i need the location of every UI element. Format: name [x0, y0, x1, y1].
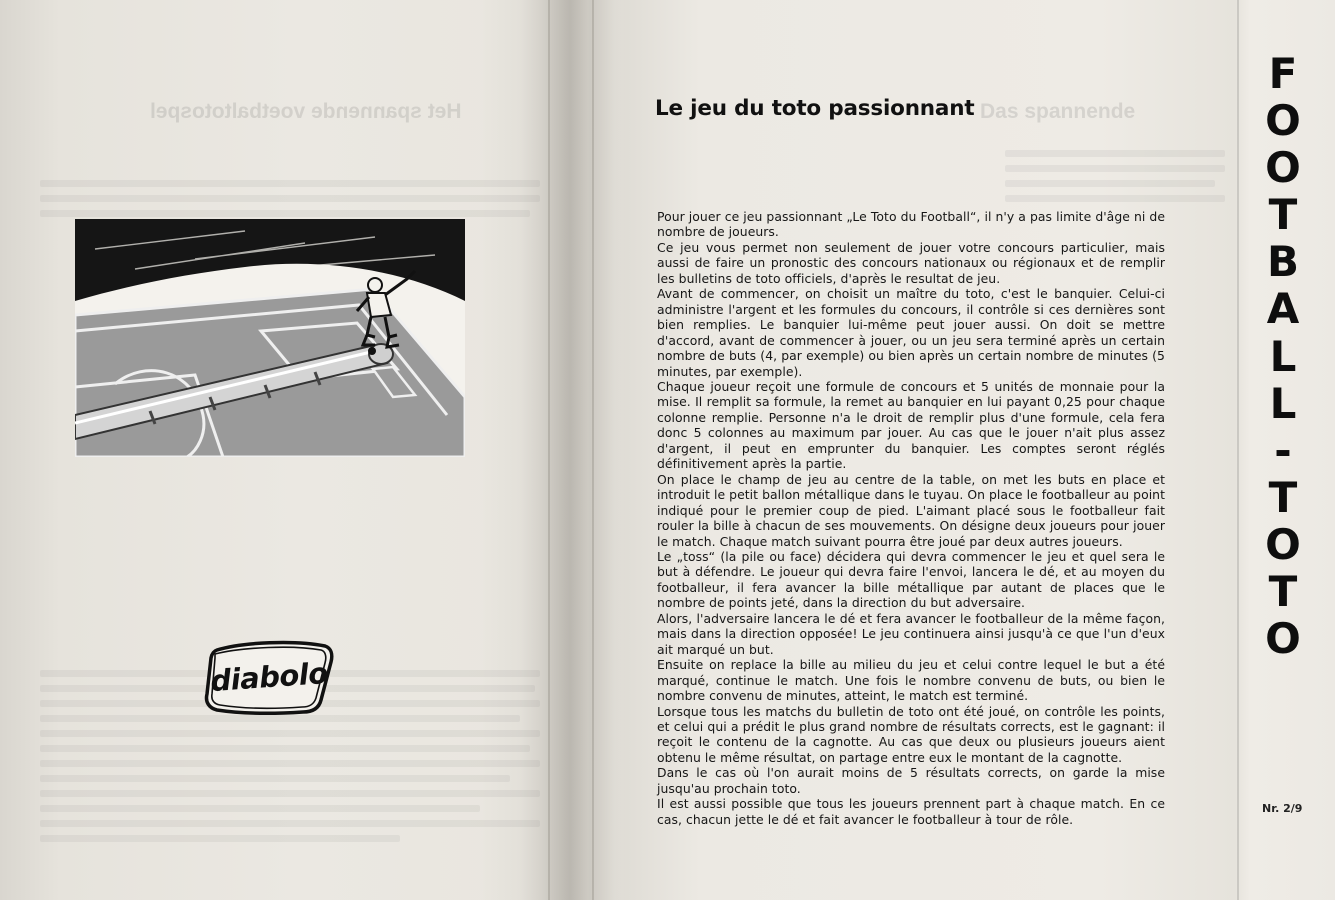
diabolo-logo	[203, 638, 335, 716]
bleed-through-title-left: Het spannende voetbaltotospel	[150, 100, 462, 123]
rules-paragraph: Il est aussi possible que tous les joueurs prennent part à chaque match. En ce cas, chacun jette le dé et fait avancer le footballeur à tour de rôle.	[657, 796, 1165, 827]
rules-paragraph: Avant de commencer, on choisit un maître du toto, c'est le banquier. Celui-ci administre l'argent et les formules du concours, il contrôle si ces dernières sont bien remplies. Le banquier lui-même peut jouer aussi. On doit se mettre d'accord, avant de commencer à jouer, ou un jeu sera terminé après un certain nombre de buts (4, par exemple) ou bien après un certain nombre de minutes (5 minutes, par exemple).	[657, 286, 1165, 379]
title-letter: L	[1269, 331, 1297, 381]
title-letter: T	[1268, 567, 1298, 617]
strip-edge	[1237, 0, 1239, 900]
rules-paragraph: Chaque joueur reçoit une formule de concours et 5 unités de monnaie pour la mise. Il remplit sa formule, la remet au banquier en lui payant 0,25 pour chaque colonne remplie. Personne n'a le droit de remplir plus d'une formule, cela fera donc 5 colonnes au maximum par jouer. Au cas que le jouer n'ait plus assez d'argent, il peut en emprunter du banquier. Les comptes seront réglés définitivement après la partie.	[657, 378, 1165, 472]
rules-paragraph: On place le champ de jeu au centre de la table, on met les buts en place et introduit le petit ballon métallique dans le tuyau. On place le footballeur au point indiqué pour le premier coup de pied. L'aimant placé sous le footballeur fait rouler la bille à chacun de ses mouvements. On désigne deux joueurs pour jouer le match. Chaque match suivant pourra être joué par deux autres joueurs.	[657, 471, 1165, 549]
title-letter: O	[1265, 614, 1301, 664]
fold-crease	[548, 0, 550, 900]
center-fold-shadow	[480, 0, 630, 900]
rules-paragraph: Alors, l'adversaire lancera le dé et fera avancer le footballeur de la même façon, mais dans la direction opposée! Le jeu continuera ainsi jusqu'à ce que l'un d'eux ait marqué un but.	[657, 610, 1165, 657]
catalog-number: Nr. 2/9	[1262, 802, 1303, 815]
logo-wordmark: diabolo	[209, 655, 329, 699]
page-title: Le jeu du toto passionnant	[655, 96, 975, 121]
rules-paragraph: Dans le cas où l'on aurait moins de 5 résultats corrects, on garde la mise jusqu'au prochain toto.	[657, 765, 1165, 796]
title-letter: T	[1268, 472, 1298, 522]
rules-paragraph: Ensuite on replace la bille au milieu du jeu et celui contre lequel le but a été marqué, continue le match. Une fois le nombre convenu de buts, ou bien le nombre convenu de minutes, atteint, le match est terminé.	[657, 657, 1165, 704]
fold-crease	[592, 0, 594, 900]
title-letter: O	[1265, 519, 1301, 569]
title-letter: T	[1268, 190, 1298, 240]
title-letter: F	[1268, 49, 1298, 98]
title-letter: O	[1265, 143, 1301, 193]
rules-paragraph: Lorsque tous les matchs du bulletin de toto ont été joué, on contrôle les points, et celui qui a prédit le plus grand nombre de résultats corrects, est le gagnant: il reçoit le contenu de la cagnotte. Au cas que deux ou plusieurs joueurs aient obtenu le même résultat, on partage entre eux le montant de la cagnotte.	[657, 703, 1165, 765]
title-letter: B	[1266, 237, 1299, 287]
field-drawing	[75, 219, 465, 457]
rules-paragraph: Pour jouer ce jeu passionnant „Le Toto du Football“, il n'y a pas limite d'âge ni de nombre de joueurs.	[657, 209, 1165, 240]
title-letter: L	[1269, 378, 1297, 428]
football-field-illustration	[75, 219, 465, 457]
rules-text	[657, 209, 1165, 827]
rules-paragraph: Ce jeu vous permet non seulement de jouer votre concours particulier, mais aussi de faire un pronostic des concours nationaux ou régionaux et de remplir les bulletins de toto officiels, d'après le resultat de jeu.	[657, 239, 1165, 286]
title-letter: A	[1266, 284, 1300, 334]
rules-paragraph: Le „toss“ (la pile ou face) décidera qui devra commencer le jeu et quel sera le but à défendre. Le joueur qui devra faire l'envoi, lancera le dé, et au moyen du footballeur, il fera avancer la bille métallique par autant de places que le nombre de points jeté, dans la direction du but adversaire.	[657, 548, 1165, 611]
title-letter: O	[1265, 96, 1301, 146]
title-letter: -	[1274, 425, 1292, 475]
vertical-product-title	[1258, 50, 1308, 662]
bleed-through-title-right: Das spannende	[980, 100, 1136, 123]
